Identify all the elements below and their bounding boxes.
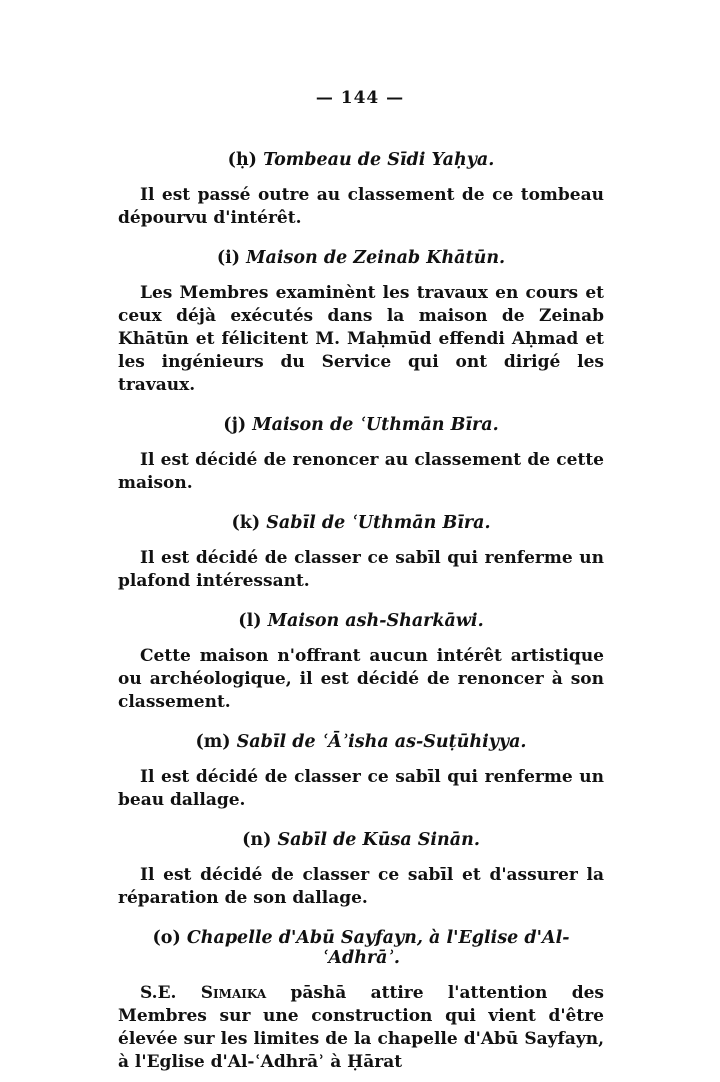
section-heading [118,150,604,170]
person-name: Simaika [200,983,267,1003]
section-label: (j) [223,415,247,435]
section-heading [118,928,604,968]
section-label: (n) [242,830,272,850]
section-heading [118,611,604,631]
section-heading [118,830,604,850]
section-body: Il est décidé de classer ce sabīl qui renferme un plafond intéressant. [118,548,604,591]
section-body: Cette maison n'offrant aucun intérêt artistique ou archéologique, il est décidé de renoncer à son classement. [118,646,604,712]
section-heading [118,732,604,752]
section-body: Les Membres examinènt les travaux en cours et ceux déjà exécutés dans la maison de Zeinab Khātūn et félicitent M. Maḥmūd effendi Aḥmad et les ingénieurs du Service qui ont dirigé les travaux. [118,283,604,395]
section-body: Il est décidé de classer ce sabīl qui renferme un beau dallage. [118,767,604,810]
section-title: Sabīl de ʿUthmān Bīra. [266,513,491,533]
section-title: Chapelle d'Abū Sayfayn, à l'Eglise d'Al-ʿAdhrāʾ. [186,928,570,968]
section-heading [118,513,604,533]
section-label: (i) [216,248,241,268]
section-title: Tombeau de Sīdi Yaḥya. [263,150,495,170]
section-title: Maison de Zeinab Khātūn. [246,248,506,268]
section-body: Il est décidé de renoncer au classement de cette maison. [118,450,604,493]
section-body: Il est passé outre au classement de ce tombeau dépourvu d'intérêt. [118,185,604,228]
body-prefix: S.E. [140,983,201,1003]
page-content [118,132,604,1074]
section-heading [118,415,604,435]
section-heading [118,248,604,268]
section-label: (m) [195,732,231,752]
section-body: Il est décidé de classer ce sabīl et d'assurer la réparation de son dallage. [118,865,604,908]
section-title: Maison ash-Sharkāwi. [267,611,484,631]
body-text: pāshā attire l'attention des Membres sur une construction qui vient d'être élevée sur les limites de la chapelle d'Abū Sayfayn, à l'Eglise d'Al-ʿAdhrāʾ à Ḥārat [118,983,604,1072]
section-label: (l) [238,611,262,631]
section-title: Maison de ʿUthmān Bīra. [252,415,499,435]
section-label: (ḥ) [227,150,257,170]
section-title: Sabīl de ʿĀʾisha as-Suṭūhiyya. [236,732,527,752]
section-body [118,982,604,1074]
section-label: (k) [231,513,261,533]
section-title: Sabīl de Kūsa Sinān. [277,830,480,850]
page-number: — 144 — [315,88,405,108]
section-label: (o) [152,928,181,948]
